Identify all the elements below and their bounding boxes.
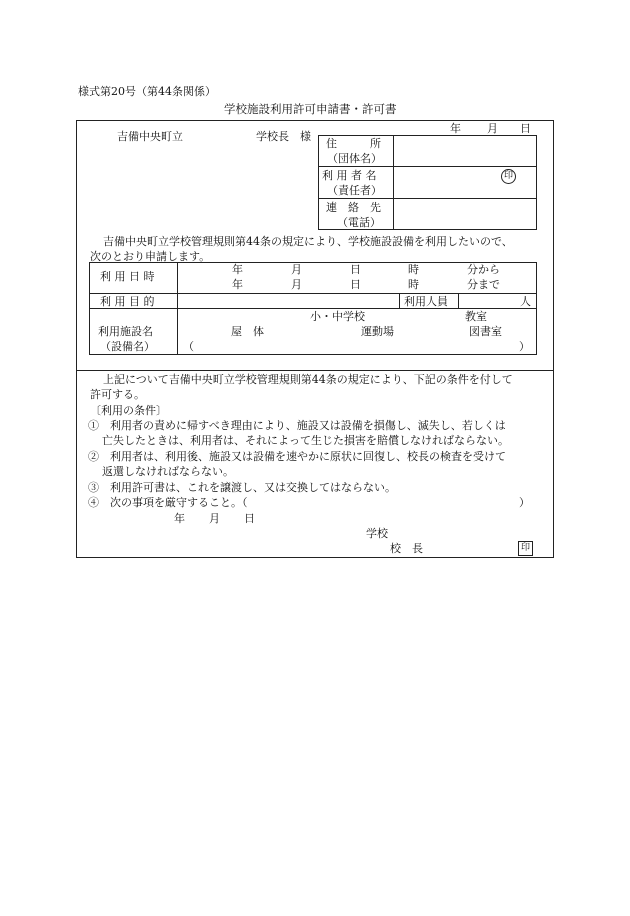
datetime-label: 利 用 日 時 [100, 270, 155, 283]
row2-minute: 分まで [467, 278, 500, 291]
date-month: 月 [487, 122, 498, 135]
seal-circle: 印 [501, 169, 516, 184]
condition-3: ③ 利用許可書は、これを譲渡し、又は交換してはならない。 [88, 481, 396, 494]
row2-day: 日 [350, 278, 361, 291]
applicant-row-divider [318, 166, 537, 167]
paren-open: （ [183, 340, 194, 353]
applicant-col-divider [393, 135, 394, 230]
row1-year: 年 [232, 263, 243, 276]
people-label: 利用人員 [404, 295, 448, 308]
page-title: 学校施設利用許可申請書・許可書 [224, 102, 397, 116]
condition-4-close: ） [519, 496, 530, 509]
school-label: 学校 [366, 527, 388, 540]
row2-hour: 時 [408, 278, 419, 291]
equipment-label: （設備名） [100, 340, 155, 353]
people-divider [458, 293, 459, 308]
row2-month: 月 [291, 278, 302, 291]
condition-1-line1: ① 利用者の責めに帰すべき理由により、施設又は設備を損傷し、滅失し、若しくは [88, 419, 506, 432]
condition-2-line1: ② 利用者は、利用後、施設又は設備を速やかに原状に回復し、校長の検査を受けて [88, 450, 506, 463]
purpose-label: 利 用 目 的 [100, 295, 155, 308]
row1-hour: 時 [408, 263, 419, 276]
org-label: （団体名） [327, 152, 382, 165]
classroom: 教室 [465, 310, 487, 323]
date-year: 年 [450, 122, 461, 135]
permit-line1: 上記について吉備中央町立学校管理規則第44条の規定により、下記の条件を付して [103, 373, 513, 386]
conditions-heading: 〔利用の条件〕 [90, 404, 167, 417]
applicant-row-divider [318, 198, 537, 199]
row1-day: 日 [350, 263, 361, 276]
permit-date-month: 月 [209, 512, 220, 525]
permit-line2: 許可する。 [90, 388, 145, 401]
condition-1-line2: 亡失したときは、利用者は、それによって生じた損害を賠償しなければならない。 [102, 434, 509, 447]
request-text-line2: 次のとおり申請します。 [90, 250, 211, 263]
request-text-line1: 吉備中央町立学校管理規則第44条の規定により、学校施設設備を利用したいので、 [103, 235, 513, 248]
sports-ground: 運動場 [361, 325, 394, 338]
section-divider [76, 370, 554, 371]
row1-month: 月 [291, 263, 302, 276]
principal-label: 校 長 [390, 542, 423, 555]
usage-row-divider [89, 308, 537, 309]
responsible-label: （責任者） [327, 184, 382, 197]
people-unit: 人 [520, 295, 531, 308]
addressee-principal: 学校長 様 [256, 130, 311, 143]
contact-label: 連 絡 先 [326, 201, 381, 214]
permit-date-year: 年 [174, 512, 185, 525]
user-name-label: 利 用 者 名 [322, 169, 377, 182]
people-divider [399, 293, 400, 308]
form-number: 様式第20号（第44条関係） [78, 85, 216, 98]
row2-year: 年 [232, 278, 243, 291]
gym: 屋 体 [231, 325, 264, 338]
permit-date-day: 日 [244, 512, 255, 525]
condition-2-line2: 返還しなければならない。 [102, 465, 234, 478]
facility-label: 利用施設名 [98, 325, 153, 338]
library: 図書室 [469, 325, 502, 338]
phone-label: （電話） [337, 216, 381, 229]
seal-square: 印 [518, 541, 533, 556]
date-day: 日 [520, 122, 531, 135]
row1-minute: 分から [467, 263, 500, 276]
paren-close: ） [519, 340, 530, 353]
usage-row-divider [89, 293, 537, 294]
address-label: 住 所 [326, 137, 381, 150]
school-type: 小・中学校 [310, 310, 365, 323]
addressee-town: 吉備中央町立 [117, 130, 183, 143]
condition-4: ④ 次の事項を厳守すること。（ [88, 496, 248, 509]
